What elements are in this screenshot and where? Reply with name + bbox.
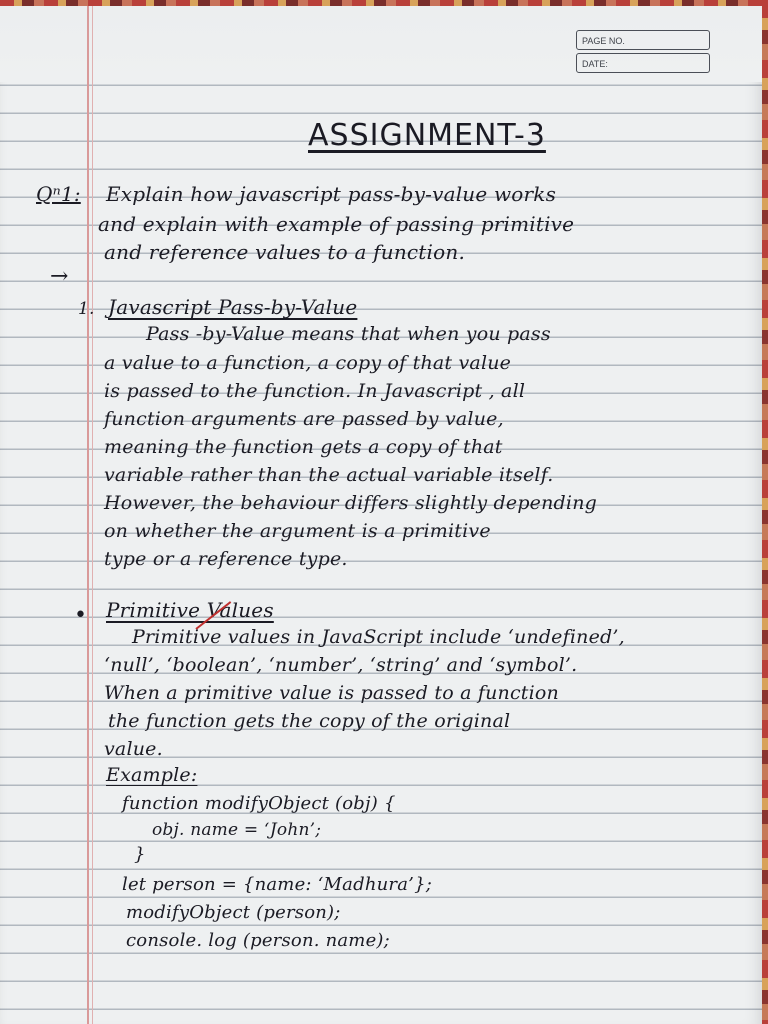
paragraph-line: the function gets the copy of the original bbox=[108, 710, 511, 732]
paragraph-line: a value to a function, a copy of that value bbox=[104, 352, 512, 374]
section-heading: Primitive Values bbox=[106, 598, 274, 622]
margin-line bbox=[87, 6, 89, 1024]
bullet-point: • bbox=[74, 603, 88, 628]
code-line: function modifyObject (obj) { bbox=[122, 793, 396, 814]
question-line: and reference values to a function. bbox=[104, 240, 466, 264]
date-box: DATE: bbox=[576, 53, 710, 73]
question-line: Explain how javascript pass-by-value works bbox=[106, 182, 557, 206]
paragraph-line: ‘null’, ‘boolean’, ‘number’, ‘string’ and ‘symbol’. bbox=[104, 654, 578, 676]
code-line: obj. name = ‘John’; bbox=[152, 820, 322, 840]
code-line: modifyObject (person); bbox=[126, 902, 341, 923]
paragraph-line: on whether the argument is a primitive bbox=[104, 520, 491, 542]
paragraph-line: function arguments are passed by value, bbox=[104, 408, 504, 430]
margin-line-secondary bbox=[92, 6, 93, 1024]
paragraph-line: Pass -by-Value means that when you pass bbox=[146, 323, 551, 345]
paragraph-line: is passed to the function. In Javascript , all bbox=[104, 380, 526, 402]
page-no-box: PAGE NO. bbox=[576, 30, 710, 50]
question-line: and explain with example of passing primitive bbox=[98, 212, 575, 236]
code-line: console. log (person. name); bbox=[126, 930, 390, 951]
paragraph-line: meaning the function gets a copy of that bbox=[104, 436, 503, 458]
notebook-page bbox=[0, 6, 762, 1024]
section-number: 1. bbox=[78, 299, 95, 319]
paragraph-line: value. bbox=[104, 738, 163, 760]
example-label: Example: bbox=[106, 764, 198, 786]
arrow-mark: → bbox=[50, 264, 69, 289]
section-heading: Javascript Pass-by-Value bbox=[108, 295, 358, 319]
code-line: let person = {name: ‘Madhura’}; bbox=[122, 874, 432, 895]
paragraph-line: However, the behaviour differs slightly depending bbox=[104, 492, 598, 514]
paragraph-line: Primitive values in JavaScript include ‘undefined’, bbox=[132, 626, 625, 648]
question-label: Qⁿ1: bbox=[36, 182, 81, 206]
paragraph-line: When a primitive value is passed to a function bbox=[104, 682, 559, 704]
paragraph-line: variable rather than the actual variable itself. bbox=[104, 464, 554, 486]
paragraph-line: type or a reference type. bbox=[104, 548, 348, 570]
page-title: ASSIGNMENT-3 bbox=[308, 118, 546, 153]
code-line: } bbox=[134, 844, 146, 865]
